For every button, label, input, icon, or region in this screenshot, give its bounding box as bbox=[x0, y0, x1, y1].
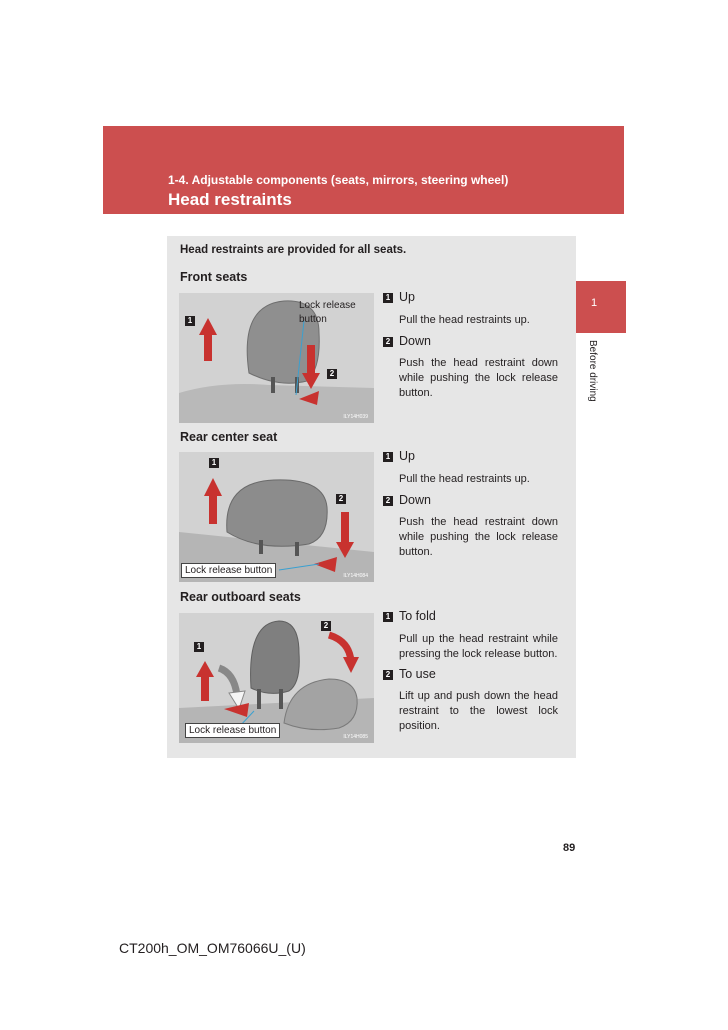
marker-1: 1 bbox=[185, 316, 195, 326]
lock-release-callout: Lock release button bbox=[185, 723, 280, 738]
content-panel bbox=[167, 236, 576, 758]
step-1-heading bbox=[383, 449, 415, 463]
rear-outboard-illustration bbox=[179, 613, 374, 743]
step-1-title: Up bbox=[399, 449, 415, 463]
step-2-text: Lift up and push down the head restraint to the lowest lock position. bbox=[399, 690, 558, 732]
figure-code: ILY14H084 bbox=[343, 573, 368, 579]
step-2-title: Down bbox=[399, 334, 431, 348]
lock-release-callout: Lock release button bbox=[299, 300, 356, 325]
step-1-text: Pull the head restraints up. bbox=[399, 314, 530, 326]
marker-2: 2 bbox=[321, 621, 331, 631]
lock-release-callout: Lock release button bbox=[181, 563, 276, 578]
marker-2: 2 bbox=[336, 494, 346, 504]
step-2-text: Push the head restraint down while pushing the lock release button. bbox=[399, 357, 558, 399]
figure-code: ILY14H039 bbox=[343, 414, 368, 420]
chapter-tab[interactable] bbox=[576, 281, 626, 333]
step-2-marker: 2 bbox=[383, 337, 393, 347]
step-2-heading bbox=[383, 334, 431, 348]
intro-text: Head restraints are provided for all seats. bbox=[180, 244, 407, 256]
rear-center-illustration bbox=[179, 452, 374, 582]
step-1-marker: 1 bbox=[383, 293, 393, 303]
step-2-marker: 2 bbox=[383, 670, 393, 680]
step-2-title: Down bbox=[399, 493, 431, 507]
marker-1: 1 bbox=[209, 458, 219, 468]
marker-1: 1 bbox=[194, 642, 204, 652]
step-1-text: Pull up the head restraint while pressing the lock release button. bbox=[399, 633, 558, 660]
step-2-marker: 2 bbox=[383, 496, 393, 506]
step-2-heading bbox=[383, 667, 436, 681]
page-title: Head restraints bbox=[168, 190, 292, 209]
step-1-heading bbox=[383, 609, 436, 623]
step-1-title: To fold bbox=[399, 609, 436, 623]
document-code: CT200h_OM_OM76066U_(U) bbox=[119, 940, 306, 956]
step-1-marker: 1 bbox=[383, 452, 393, 462]
marker-2: 2 bbox=[327, 369, 337, 379]
section-breadcrumb: 1-4. Adjustable components (seats, mirrors, steering wheel) bbox=[168, 173, 509, 187]
chapter-label: Before driving bbox=[587, 340, 598, 402]
chapter-number: 1 bbox=[591, 297, 598, 309]
front-seat-illustration bbox=[179, 293, 374, 423]
step-1-title: Up bbox=[399, 290, 415, 304]
figure-code: ILY14H085 bbox=[343, 734, 368, 740]
step-1-heading bbox=[383, 290, 415, 304]
chapter-header bbox=[103, 126, 624, 214]
step-1-text: Pull the head restraints up. bbox=[399, 473, 530, 485]
step-2-title: To use bbox=[399, 667, 436, 681]
step-2-heading bbox=[383, 493, 431, 507]
page-number: 89 bbox=[563, 842, 576, 854]
section-title-rear-outboard: Rear outboard seats bbox=[180, 590, 301, 604]
step-1-marker: 1 bbox=[383, 612, 393, 622]
section-title-front-seats: Front seats bbox=[180, 270, 248, 284]
step-2-text: Push the head restraint down while pushing the lock release button. bbox=[399, 516, 558, 558]
section-title-rear-center: Rear center seat bbox=[180, 430, 278, 444]
